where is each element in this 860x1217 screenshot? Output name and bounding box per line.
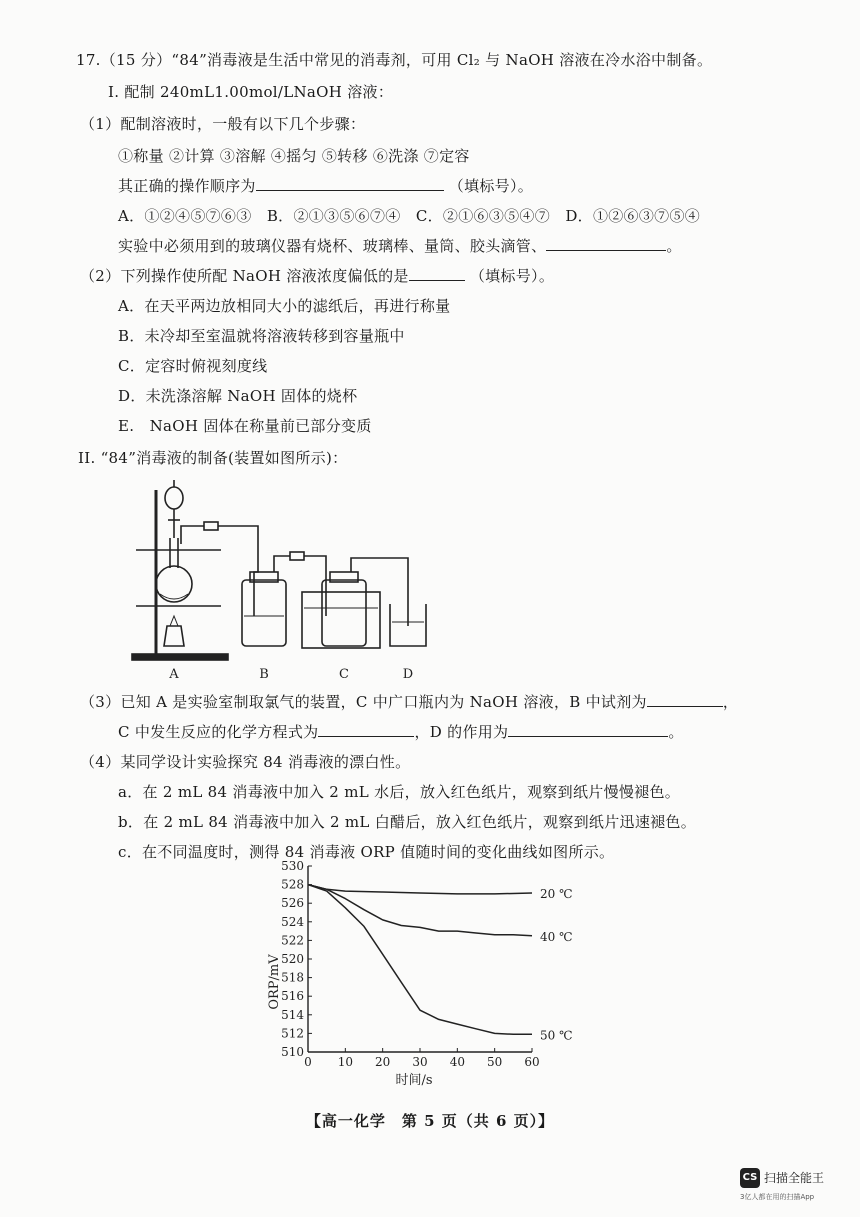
y-tick-label: 520 [281,952,304,966]
series-label: 40 ℃ [540,929,573,944]
q3-line1-prefix: （3）已知 A 是实验室制取氯气的装置，C 中广口瓶内为 NaOH 溶液，B 中试剂为 [80,693,647,711]
scanner-name: 扫描全能王 [764,1171,825,1185]
scanner-logo-icon: CS [740,1168,760,1188]
apparatus-figure [126,476,456,684]
y-tick-label: 510 [281,1045,304,1059]
x-tick-label: 20 [375,1055,391,1069]
x-tick-label: 60 [524,1055,540,1069]
q2-option-a: A．在天平两边放相同大小的滤纸后，再进行称量 [118,297,451,315]
x-tick-label: 0 [304,1055,312,1069]
y-tick-label: 512 [281,1026,304,1041]
q1-glass-suffix: 。 [666,237,682,255]
q1-options: A．①②④⑤⑦⑥③ B．②①③⑤⑥⑦④ C．②①⑥③⑤④⑦ D．①②⑥③⑦⑤④ [118,207,701,225]
q3-line1-suffix: ， [722,693,739,711]
series-label: 50 ℃ [540,1028,573,1043]
chart-ylabel: ORP/mV [267,954,282,1010]
q2-option-b: B．未冷却至室温就将溶液转移到容量瓶中 [118,327,405,345]
chart-xlabel: 时间/s [395,1073,433,1088]
series-label: 20 ℃ [540,886,573,901]
label-b: B [259,667,269,682]
x-tick-label: 30 [412,1055,428,1069]
label-c: C [339,667,349,682]
q2-blank[interactable] [409,266,465,281]
q1-glass-prefix: 实验中必须用到的玻璃仪器有烧杯、玻璃棒、量筒、胶头滴管、 [118,237,547,255]
q2-lead-prefix: （2）下列操作使所配 NaOH 溶液浓度偏低的是 [80,267,409,285]
y-tick-label: 524 [281,914,304,929]
series-line [308,885,532,894]
q17-intro: 17.（15 分）“84”消毒液是生活中常见的消毒剂，可用 Cl₂ 与 NaOH 溶液在冷水浴中制备。 [76,51,713,69]
y-tick-label: 528 [281,877,304,892]
q3-line2-a: C 中发生反应的化学方程式为 [118,723,319,741]
q1-order-blank[interactable] [256,176,444,191]
q2-option-d: D．未洗涤溶解 NaOH 固体的烧杯 [118,387,358,405]
y-tick-label: 522 [281,933,304,948]
y-tick-label: 526 [281,896,304,911]
q1-lead: （1）配制溶液时，一般有以下几个步骤： [80,115,366,133]
q3-line2 [118,722,684,742]
series-line [308,885,532,1035]
part1-title: I. 配制 240mL1.00mol/LNaOH 溶液： [108,83,394,101]
y-tick-label: 530 [281,859,304,873]
q1-glass-blank[interactable] [546,236,666,251]
page-footer: 【高一化学 第 5 页（共 6 页）】 [305,1112,555,1130]
q2-lead-suffix: （填标号）。 [469,267,555,285]
q3-reagent-blank[interactable] [647,692,723,707]
label-d: D [402,667,414,682]
y-tick-label: 514 [281,1007,304,1022]
q1-steps: ①称量 ②计算 ③溶解 ④摇匀 ⑤转移 ⑥洗涤 ⑦定容 [118,147,470,165]
y-tick-label: 516 [281,989,304,1004]
scanner-watermark [740,1168,850,1208]
q2-lead-line [80,266,554,286]
part2-title: II. “84”消毒液的制备(装置如图所示)： [78,449,348,467]
q4-item-c: c．在不同温度时，测得 84 消毒液 ORP 值随时间的变化曲线如图所示。 [118,843,615,861]
label-a: A [169,667,179,682]
q4-item-b: b．在 2 mL 84 消毒液中加入 2 mL 白醋后，放入红色纸片，观察到纸片迅速褪色。 [118,813,697,831]
q1-order-line [118,176,533,196]
q3-equation-blank[interactable] [318,722,414,737]
orp-chart [262,852,602,1092]
q3-line1 [80,692,738,712]
q4-item-a: a．在 2 mL 84 消毒液中加入 2 mL 水后，放入红色纸片，观察到纸片慢慢褪色。 [118,783,681,801]
q2-option-c: C．定容时俯视刻度线 [118,357,268,375]
q4-lead: （4）某同学设计实验探究 84 消毒液的漂白性。 [80,753,411,771]
q3-line2-c: 。 [668,723,684,741]
y-tick-label: 518 [281,970,304,985]
q3-line2-b: ，D 的作用为 [414,723,509,741]
q1-order-suffix: （填标号）。 [448,177,534,195]
q1-order-prefix: 其正确的操作顺序为 [118,177,256,195]
x-tick-label: 40 [449,1055,465,1069]
q2-option-e: E. NaOH 固体在称量前已部分变质 [118,417,372,435]
x-tick-label: 10 [337,1055,353,1069]
scanner-tagline: 3亿人都在用的扫描App [740,1193,815,1201]
q1-glass-line [118,236,682,256]
x-tick-label: 50 [487,1055,503,1069]
q3-role-blank[interactable] [508,722,668,737]
